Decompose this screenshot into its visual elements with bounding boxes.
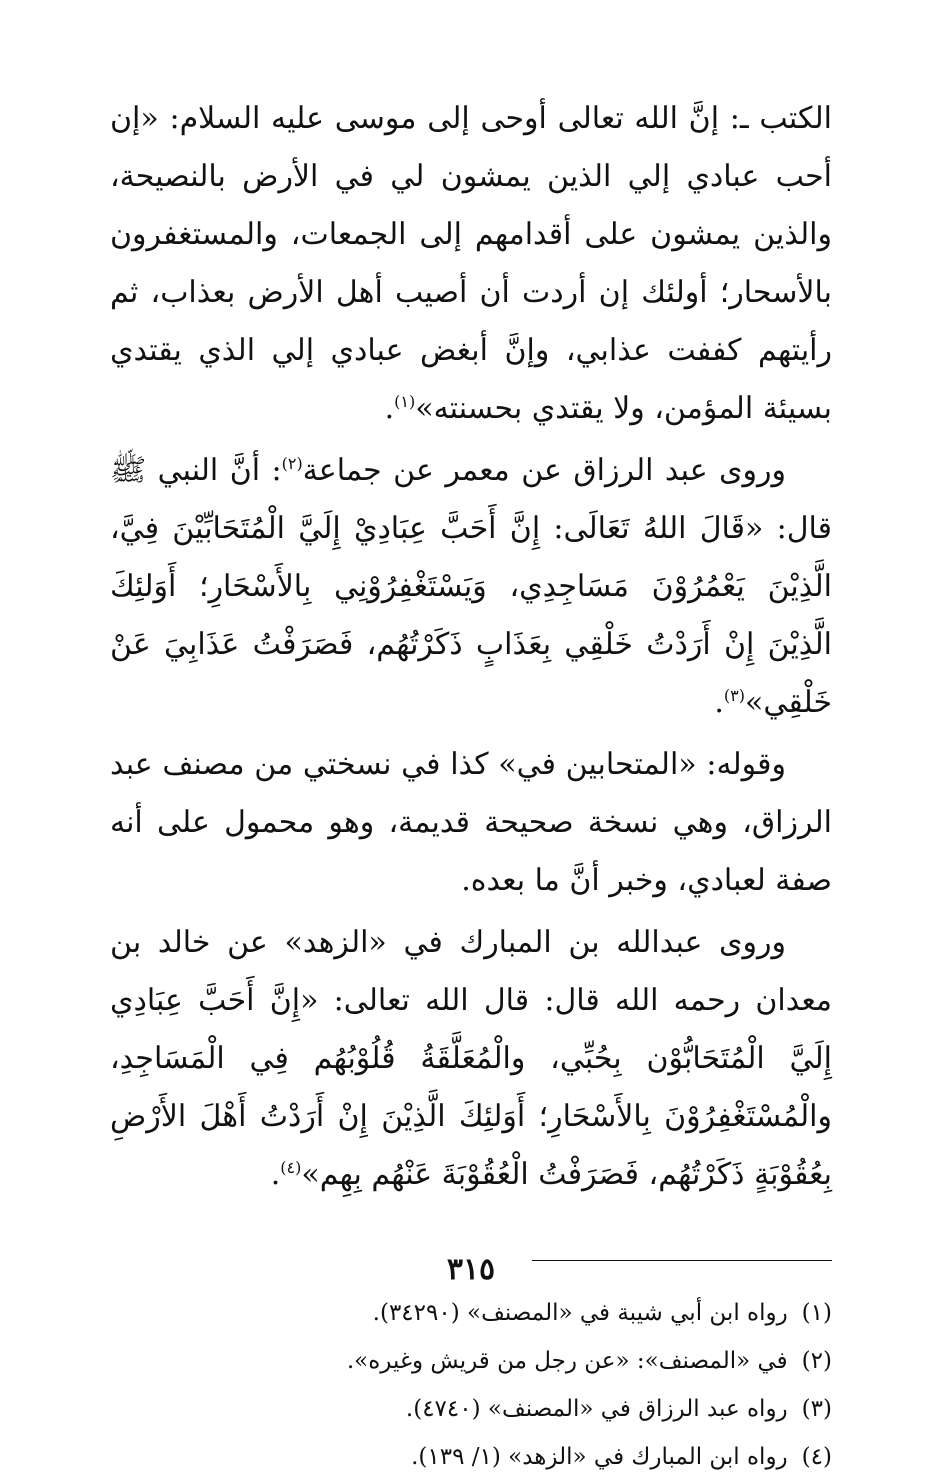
footnote-text: في «المصنف»: «عن رجل من قريش وغيره». xyxy=(346,1348,788,1374)
paragraph-1: الكتب ـ: إنَّ الله تعالى أوحى إلى موسى عليه السلام: «إن أحب عبادي إلي الذين يمشون لي في الأرض بالنصيحة، والذين يمشون على أقدامهم إلى الجمعات، والمستغفرون بالأسحار؛ أولئك إن أردت أن أصيب أهل الأرض بعذاب، ثم رأيتهم كففت عذابي، وإنَّ أبغض عبادي إلي الذي يقتدي بسيئة المؤمن، ولا يقتدي بحسنته»$^{(١)}$. xyxy=(110,101,832,426)
footnote-number: (١) xyxy=(801,1300,832,1326)
paragraph-2: وروى عبد الرزاق عن معمر عن جماعة$^{(٢)}$: أنَّ النبي ﷺ قال: «قَالَ اللهُ تَعَالَى: إِنَّ أَحَبَّ عِبَادِيْ إِلَيَّ الْمُتَحَابِّيْنَ فِيَّ، الَّذِيْنَ يَعْمُرُوْنَ مَسَاجِدِي، وَيَسْتَغْفِرُوْنِي بِالأَسْحَارِ؛ أَوَلئِكَ الَّذِيْنَ إِنْ أَرَدْتُ خَلْقِي بِعَذَابٍ ذَكَرْتُهُم، فَصَرَفْتُ عَذَابِيَ عَنْ خَلْقِي»$^{(٣)}$. xyxy=(110,453,832,720)
footnote-ref-3: (٣) xyxy=(723,686,745,705)
page-number: ٣١٥ xyxy=(446,1252,496,1287)
footnote-item xyxy=(110,1433,832,1481)
main-text xyxy=(110,90,832,1204)
footnote-text: رواه ابن المبارك في «الزهد» (١/ ١٣٩). xyxy=(411,1444,788,1470)
footnote-number: (٤) xyxy=(801,1444,832,1470)
footnote-ref-4: (٤) xyxy=(280,1158,302,1177)
footnote-text: رواه ابن أبي شيبة في «المصنف» (٣٤٢٩٠). xyxy=(372,1300,788,1326)
footnote-item xyxy=(110,1337,832,1385)
footnote-ref-2: (٢) xyxy=(281,454,303,473)
footnote-number: (٢) xyxy=(801,1348,832,1374)
footnote-text: رواه عبد الرزاق في «المصنف» (٤٧٤٠). xyxy=(405,1396,788,1422)
paragraph-4: وروى عبدالله بن المبارك في «الزهد» عن خالد بن معدان رحمه الله قال: قال الله تعالى: «إِنَّ أَحَبَّ عِبَادِي إِلَيَّ الْمُتَحَابُّوْن بِحُبِّي، والْمُعَلَّقَةُ قُلُوْبُهُم فِي الْمَسَاجِدِ، والْمُسْتَغْفِرُوْنَ بِالأَسْحَارِ؛ أَوَلئِكَ الَّذِيْنَ إِنْ أَرَدْتُ أَهْلَ الأَرْضِ بِعُقُوْبَةٍ ذَكَرْتُهُم، فَصَرَفْتُ الْعُقُوْبَةَ عَنْهُم بِهِم»$^{(٤)}$. xyxy=(110,925,832,1192)
footnote-number: (٣) xyxy=(801,1396,832,1422)
footnote-item xyxy=(110,1385,832,1433)
paragraph-3: وقوله: «المتحابين في» كذا في نسختي من مصنف عبد الرزاق، وهي نسخة صحيحة قديمة، وهو محمول على أنه صفة لعبادي، وخبر أنَّ ما بعده. xyxy=(110,747,832,898)
footnotes xyxy=(110,1289,832,1481)
footnote-ref-1: (١) xyxy=(394,392,416,411)
footnote-item xyxy=(110,1289,832,1337)
